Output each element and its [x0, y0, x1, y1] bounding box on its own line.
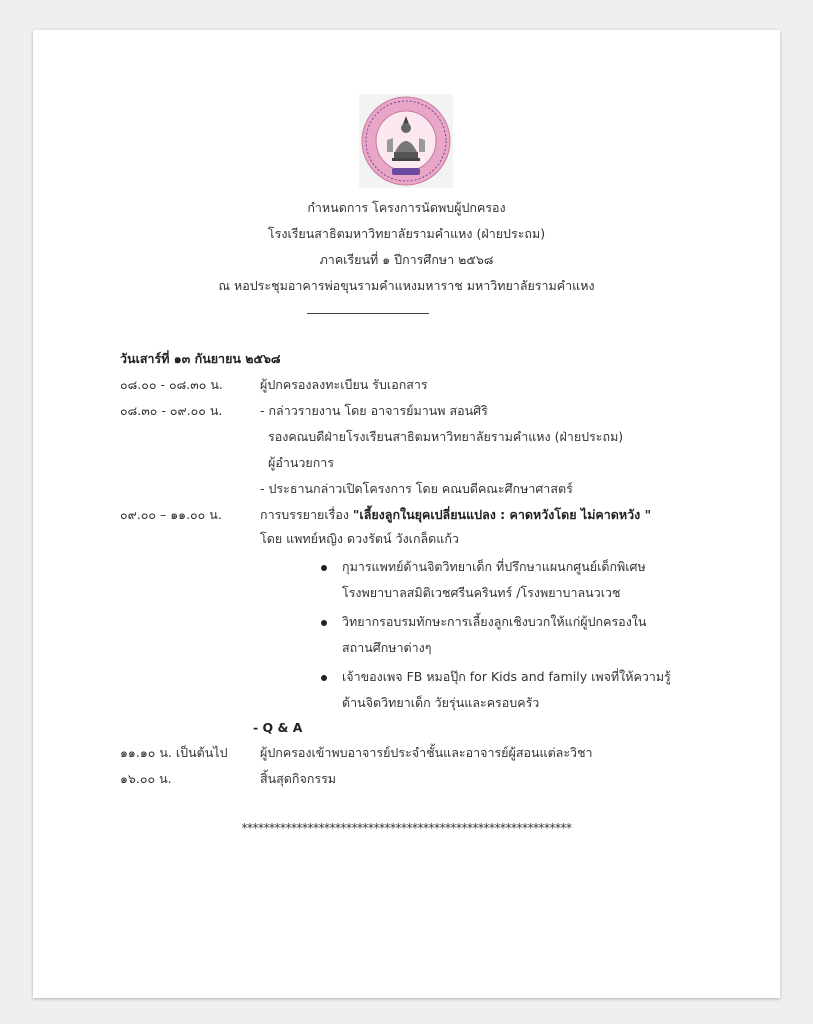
bullet-2-line-1: วิทยากรอบรมทักษะการเลี้ยงลูกเชิงบวกให้แก่ผู้ปกครองใน [342, 614, 647, 629]
item-2-line-4: - ประธานกล่าวเปิดโครงการ โดย คณบดีคณะศึกษาศาสตร์ [260, 481, 573, 496]
date-heading: วันเสาร์ที่ ๑๓ กันยายน ๒๕๖๘ [120, 351, 281, 366]
time-2: ๐๘.๓๐ - ๐๙.๐๐ น. [120, 403, 223, 418]
header-venue: ณ หอประชุมอาคารพ่อขุนรามคำแหงมหาราช มหาวิทยาลัยรามคำแหง [218, 278, 595, 293]
qa-line: - Q & A [253, 720, 303, 735]
bullet-3-line-2: ด้านจิตวิทยาเด็ก วัยรุ่นและครอบครัว [342, 695, 540, 710]
bullet-1-line-2: โรงพยาบาลสมิติเวชศรีนครินทร์ /โรงพยาบาลนวเวช [342, 585, 621, 600]
document-page [33, 30, 780, 998]
item-4-text: ผู้ปกครองเข้าพบอาจารย์ประจำชั้นและอาจารย์ผู้สอนแต่ละวิชา [260, 745, 593, 760]
header-divider [307, 313, 429, 314]
lecture-prefix: การบรรยายเรื่อง [260, 507, 353, 522]
bullet-1-line-1: กุมารแพทย์ด้านจิตวิทยาเด็ก ที่ปรึกษาแผนกศูนย์เด็กพิเศษ [342, 559, 646, 574]
item-2-line-2: รองคณบดีฝ่ายโรงเรียนสาธิตมหาวิทยาลัยรามคำแหง (ฝ่ายประถม) [268, 429, 624, 444]
bullet-2-line-2: สถานศึกษาต่างๆ [342, 640, 432, 655]
bullet-2 [321, 620, 327, 626]
school-seal-icon [359, 94, 453, 188]
item-3-title-line [260, 506, 651, 524]
header-semester: ภาคเรียนที่ ๑ ปีการศึกษา ๒๕๖๘ [319, 252, 494, 267]
lecture-speaker: โดย แพทย์หญิง ดวงรัตน์ วังเกล็ดแก้ว [260, 531, 459, 546]
footer-star-divider: ************************************************************ [241, 821, 572, 835]
lecture-title: "เลี้ยงลูกในยุคเปลี่ยนแปลง : คาดหวังโดย ไม่คาดหวัง " [352, 507, 652, 522]
header-title: กำหนดการ โครงการนัดพบผู้ปกครอง [307, 200, 506, 215]
item-2-line-1: - กล่าวรายงาน โดย อาจารย์มานพ สอนศิริ [260, 403, 488, 418]
header-school: โรงเรียนสาธิตมหาวิทยาลัยรามคำแหง (ฝ่ายประถม) [267, 226, 546, 241]
item-1-text: ผู้ปกครองลงทะเบียน รับเอกสาร [260, 377, 428, 392]
time-3: ๐๙.๐๐ – ๑๑.๐๐ น. [120, 507, 222, 522]
time-4: ๑๑.๑๐ น. เป็นต้นไป [120, 745, 228, 760]
bullet-3 [321, 675, 327, 681]
item-2-line-3: ผู้อำนวยการ [268, 455, 335, 470]
time-1: ๐๘.๐๐ - ๐๘.๓๐ น. [120, 377, 223, 392]
bullet-1 [321, 565, 327, 571]
time-5: ๑๖.๐๐ น. [120, 771, 172, 786]
item-5-text: สิ้นสุดกิจกรรม [260, 771, 337, 786]
bullet-3-line-1: เจ้าของเพจ FB หมอปุ๊ก for Kids and family เพจที่ให้ความรู้ [342, 669, 671, 684]
